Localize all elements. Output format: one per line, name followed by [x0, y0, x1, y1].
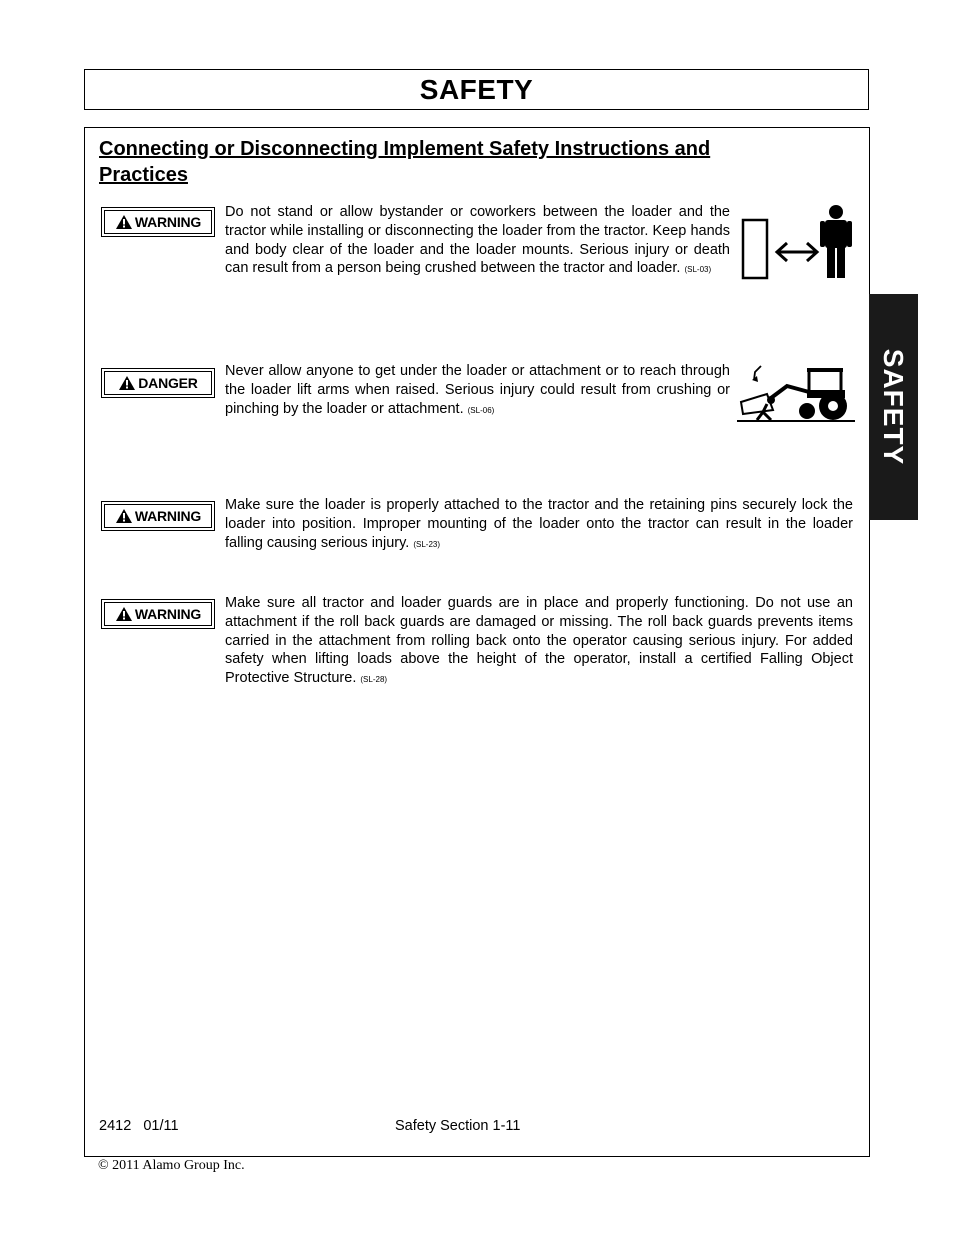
alert-triangle-icon — [115, 508, 133, 524]
warning-badge — [101, 599, 215, 629]
doc-number: 2412 01/11 — [99, 1118, 179, 1134]
page-number: Safety Section 1-11 — [395, 1118, 521, 1134]
content-frame — [84, 127, 870, 1157]
crush-hazard-person-icon — [741, 204, 855, 280]
page-title: SAFETY — [419, 73, 534, 105]
message-text: Make sure the loader is properly attached to the tractor and the retaining pins securely lock the loader into position. Improper mounting of the loader onto the tractor can result in the loader falling causing serious injury. — [225, 497, 853, 551]
copyright-notice: © 2011 Alamo Group Inc. — [98, 1158, 245, 1173]
badge-label: WARNING — [134, 606, 202, 622]
safety-message — [225, 496, 853, 554]
alert-triangle-icon — [118, 375, 136, 391]
alert-triangle-icon — [115, 606, 133, 622]
badge-label: WARNING — [134, 508, 202, 524]
safety-message — [225, 362, 730, 420]
message-text: Make sure all tractor and loader guards are in place and properly functioning. Do not use an attachment if the roll back guards are damaged or missing. The roll back guards prevents items carried in the attachment from rolling back onto the operator causing serious injury. For added safety when lifting loads above the height of the operator, install a certified Falling Object Protective Structure. — [225, 595, 853, 687]
side-tab-label: SAFETY — [878, 348, 910, 466]
badge-label: WARNING — [134, 214, 202, 230]
message-text: Do not stand or allow bystander or coworkers between the loader and the tractor while installing or disconnecting the loader from the tractor. Keep hands and body clear of the loader and the loader mounts. Serious injury or death can result from a person being crushed between the tractor and loader. — [225, 204, 730, 277]
badge-label: DANGER — [138, 375, 198, 391]
safety-message — [225, 203, 730, 280]
tractor-loader-pinch-icon — [737, 362, 855, 424]
section-side-tab — [869, 294, 918, 520]
message-code: (SL-06) — [467, 405, 495, 415]
message-code: (SL-23) — [413, 539, 441, 549]
alert-triangle-icon — [115, 214, 133, 230]
warning-badge — [101, 501, 215, 531]
safety-message — [225, 594, 853, 690]
message-code: (SL-28) — [360, 675, 388, 685]
section-heading: Connecting or Disconnecting Implement Safety Instructions and Practices — [99, 138, 711, 186]
message-code: (SL-03) — [684, 265, 712, 275]
message-text: Never allow anyone to get under the loader or attachment or to reach through the loader lift arms when raised. Serious injury could result from crushing or pinching by the loader or attachment. — [225, 363, 730, 417]
warning-badge — [101, 207, 215, 237]
danger-badge — [101, 368, 215, 398]
page-header — [84, 69, 869, 110]
